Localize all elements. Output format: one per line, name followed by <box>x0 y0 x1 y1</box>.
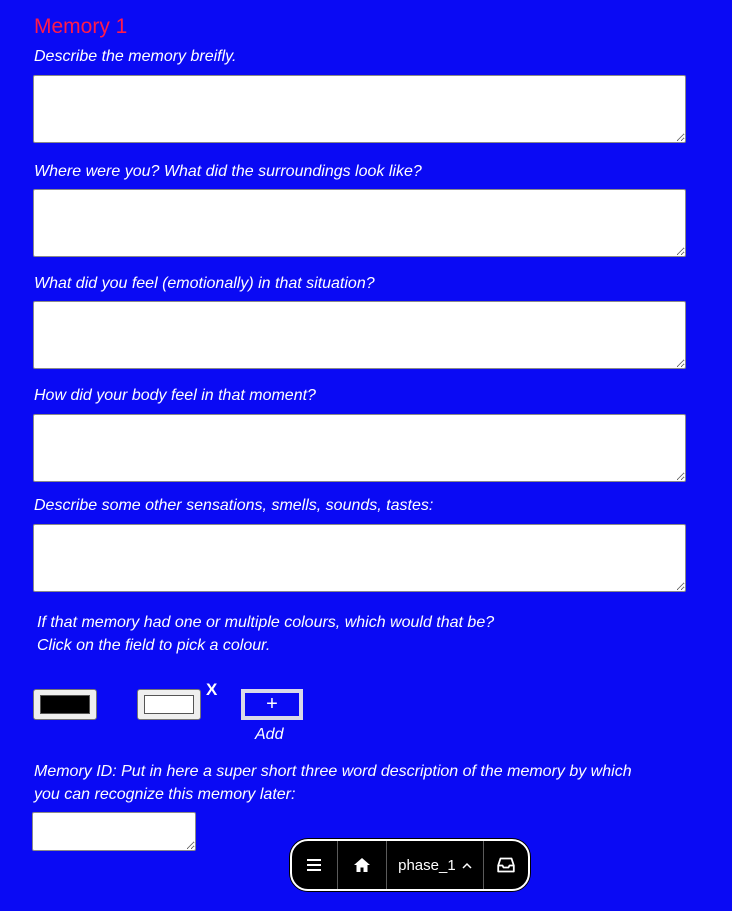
colour-instructions <box>37 611 494 657</box>
question-label-surroundings: Where were you? What did the surroundings look like? <box>34 163 422 180</box>
hamburger-menu-icon <box>306 858 322 872</box>
home-button[interactable] <box>338 841 387 889</box>
question-label-sensations: Describe some other sensations, smells, sounds, tastes: <box>34 497 434 514</box>
memory-id-label: Memory ID: Put in here a super short three word description of the memory by which you can recognize this memory later: <box>34 763 632 803</box>
colour-picker-2[interactable] <box>137 689 201 720</box>
phase-label: phase_1 <box>398 856 456 874</box>
chevron-up-icon <box>462 862 472 869</box>
body-feeling-field[interactable] <box>33 414 686 482</box>
colour-picker-1[interactable] <box>33 689 97 720</box>
memory-title: Memory 1 <box>34 15 128 38</box>
colour-swatch-black <box>40 695 90 714</box>
sensations-field[interactable] <box>33 524 686 592</box>
colour-instruction-question: If that memory had one or multiple colours, which would that be? <box>37 614 495 631</box>
inbox-icon <box>497 857 515 873</box>
colour-swatch-white <box>144 695 194 714</box>
remove-colour-button[interactable]: X <box>206 680 218 699</box>
phase-selector[interactable] <box>387 841 485 889</box>
colour-instruction-hint: Click on the field to pick a colour. <box>37 637 271 654</box>
question-label-body-feeling: How did your body feel in that moment? <box>34 387 316 404</box>
memory-id-field[interactable] <box>32 812 196 851</box>
inbox-button[interactable] <box>484 841 528 889</box>
add-colour-button[interactable]: + <box>241 689 303 720</box>
question-label-description: Describe the memory breifly. <box>34 48 237 65</box>
menu-button[interactable] <box>292 841 338 889</box>
bottom-toolbar <box>290 839 530 891</box>
question-label-emotions: What did you feel (emotionally) in that situation? <box>34 275 375 292</box>
surroundings-field[interactable] <box>33 189 686 257</box>
emotions-field[interactable] <box>33 301 686 369</box>
description-field[interactable] <box>33 75 686 143</box>
home-icon <box>353 857 371 873</box>
add-colour-label: Add <box>255 726 284 743</box>
